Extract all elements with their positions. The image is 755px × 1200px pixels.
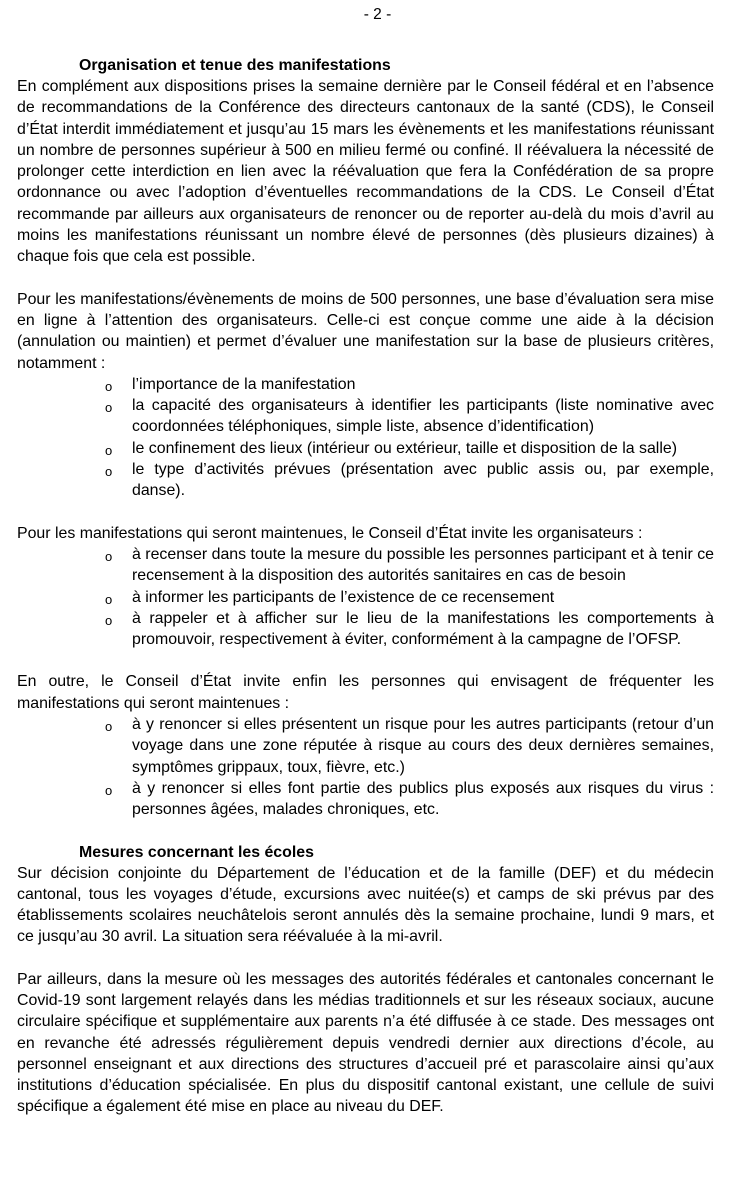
- bullet-icon: o: [105, 400, 113, 416]
- list-item: o à rappeler et à afficher sur le lieu de la manifestations les comportements à promouvoir, respectivement à éviter, conformément à la campagne de l’OFSP.: [105, 609, 714, 649]
- bullet-icon: o: [105, 591, 113, 607]
- paragraph-school-communication: Par ailleurs, dans la mesure où les messages des autorités fédérales et cantonales concernant le Covid-19 sont largement relayés dans les médias traditionnels et sur les réseaux sociaux, aucune circulaire spécifique et supplémentaire aux parents n’a été diffusée à ce stade. Des messages ont en revanche été adressés régulièrement depuis vendredi dernier aux directions d’école, au personnel enseignant et aux directions des structures d’accueil pré et parascolaire ainsi qu’aux institutions d’éducation spécialisée. En plus du dispositif cantonal existant, une cellule de suivi spécifique a également été mise en place au niveau du DEF.: [17, 970, 714, 1116]
- paragraph-attendees: En outre, le Conseil d’État invite enfin les personnes qui envisagent de fréquenter les manifestations qui seront maintenues :: [17, 673, 714, 712]
- paragraph-school-trips: Sur décision conjointe du Département de l’éducation et de la famille (DEF) et du médecin cantonal, tous les voyages d’étude, excursions avec nuitée(s) et camps de ski prévus par des établissements scolaires neuchâtelois seront annulés dès la semaine prochaine, lundi 9 mars, et ce jusqu’au 30 avril. La situation sera réévaluée à la mi-avril.: [17, 864, 714, 946]
- list-item: o à informer les participants de l’existence de ce recensement: [17, 587, 714, 608]
- page-number: - 2 -: [363, 6, 392, 23]
- criteria-list: [17, 374, 714, 502]
- document-body: [17, 55, 714, 1118]
- bullet-icon: o: [105, 612, 113, 628]
- bullet-icon: o: [105, 782, 113, 798]
- section-heading-events: Organisation et tenue des manifestations: [79, 57, 391, 74]
- paragraph-evaluation-base: Pour les manifestations/évènements de moins de 500 personnes, une base d’évaluation sera mise en ligne à l’attention des organisateurs. Celle-ci est conçue comme une aide à la décision (annulation ou maintien) et permet d’évaluer une manifestation sur la base de plusieurs critères, notamment :: [17, 290, 714, 372]
- paragraph-events-ban: En complément aux dispositions prises la semaine dernière par le Conseil fédéral et en l’absence de recommandations de la Conférence des directeurs cantonaux de la santé (CDS), le Conseil d’État interdit immédiatement et jusqu’au 15 mars les évènements et les manifestations réunissant un nombre de personnes supérieur à 500 en milieu fermé ou confiné. Il réévaluera la nécessité de prolonger cette interdiction en lien avec la réévaluation que fera la Confédération de sa propre ordonnance ou avec l’adoption d’éventuelles recommandations de la CDS. Le Conseil d’État recommande par ailleurs aux organisateurs de renoncer ou de reporter au-delà du mois d’avril au moins les manifestations réunissant un nombre élevé de personnes (dès plusieurs dizaines) à chaque fois que cela est possible.: [17, 78, 714, 266]
- bullet-icon: o: [105, 378, 113, 394]
- attendee-actions-list: [17, 714, 714, 820]
- list-item: o à y renoncer si elles présentent un risque pour les autres participants (retour d’un voyage dans une zone réputée à risque au cours des deux dernières semaines, symptômes grippaux, toux, fièvre, etc.): [105, 716, 714, 776]
- list-item: o l’importance de la manifestation: [17, 374, 714, 395]
- section-heading-schools: Mesures concernant les écoles: [79, 843, 314, 861]
- bullet-icon: o: [105, 464, 113, 480]
- list-item: o à recenser dans toute la mesure du possible les personnes participant et à tenir ce recensement à la disposition des autorités sanitaires en cas de besoin: [105, 545, 714, 585]
- list-item: o à y renoncer si elles font partie des publics plus exposés aux risques du virus : personnes âgées, malades chroniques, etc.: [105, 779, 714, 819]
- paragraph-organizers: Pour les manifestations qui seront maintenues, le Conseil d’État invite les organisateurs :: [17, 524, 643, 542]
- bullet-icon: o: [105, 719, 113, 735]
- list-item: o la capacité des organisateurs à identifier les participants (liste nominative avec coordonnées téléphoniques, simple liste, absence d’identification): [105, 397, 714, 436]
- organizer-actions-list: [17, 544, 714, 650]
- list-item: o le type d’activités prévues (présentation avec public assis ou, par exemple, danse).: [105, 461, 714, 500]
- bullet-icon: o: [105, 442, 113, 458]
- list-item: o le confinement des lieux (intérieur ou extérieur, taille et disposition de la salle): [17, 438, 714, 459]
- bullet-icon: o: [105, 548, 113, 564]
